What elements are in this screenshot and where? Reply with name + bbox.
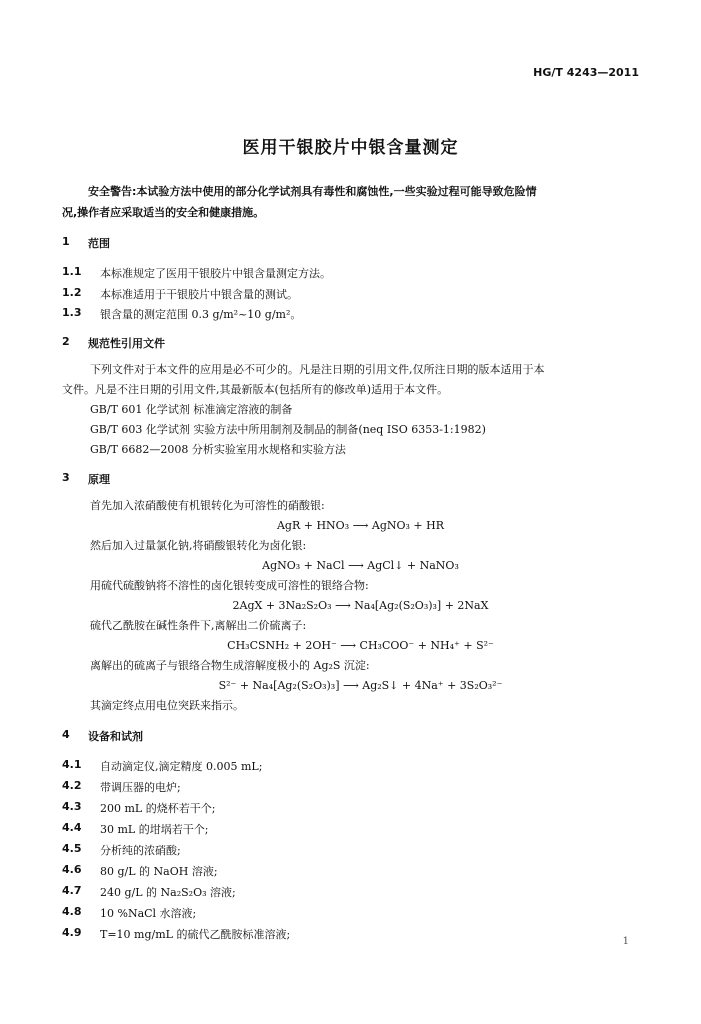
- equipment-item-number: 4.3: [62, 800, 82, 813]
- reference-item: GB/T 6682—2008 分析实验室用水规格和实验方法: [90, 443, 346, 456]
- references-intro-line-1: 下列文件对于本文件的应用是必不可少的。凡是注日期的引用文件,仅所注日期的版本适用于本: [90, 363, 545, 376]
- chemical-equation: 2AgX + 3Na₂S₂O₃ ⟶ Na₄[Ag₂(S₂O₃)₃] + 2NaX: [232, 599, 489, 612]
- reference-item: GB/T 603 化学试剂 实验方法中所用制剂及制品的制备(neq ISO 6353-1:1982): [90, 423, 486, 436]
- equipment-item-number: 4.7: [62, 884, 82, 897]
- scope-item-number: 1.2: [62, 286, 82, 299]
- equipment-item-text: 80 g/L 的 NaOH 溶液;: [100, 865, 218, 878]
- safety-warning-line-2: 况,操作者应采取适当的安全和健康措施。: [62, 206, 265, 219]
- equipment-item-number: 4.1: [62, 758, 82, 771]
- chemical-equation: AgNO₃ + NaCl ⟶ AgCl↓ + NaNO₃: [262, 559, 459, 572]
- section-3-number: 3: [62, 471, 70, 484]
- equipment-item-number: 4.2: [62, 779, 82, 792]
- chemical-equation: CH₃CSNH₂ + 2OH⁻ ⟶ CH₃COO⁻ + NH₄⁺ + S²⁻: [227, 639, 494, 652]
- section-2-number: 2: [62, 335, 70, 348]
- scope-item-number: 1.1: [62, 265, 82, 278]
- section-4-title: 设备和试剂: [88, 730, 143, 743]
- scope-item-number: 1.3: [62, 306, 82, 319]
- equipment-item-text: 带调压器的电炉;: [100, 781, 181, 794]
- principle-text: 用硫代硫酸钠将不溶性的卤化银转变成可溶性的银络合物:: [90, 579, 369, 592]
- equipment-item-text: 30 mL 的坩埚若干个;: [100, 823, 209, 836]
- section-1-title: 范围: [88, 237, 110, 250]
- safety-warning-line-1: 安全警告:本试验方法中使用的部分化学试剂具有毒性和腐蚀性,一些实验过程可能导致危险情: [88, 185, 537, 198]
- section-1-number: 1: [62, 235, 70, 248]
- equipment-item-number: 4.9: [62, 926, 82, 939]
- chemical-equation: S²⁻ + Na₄[Ag₂(S₂O₃)₃] ⟶ Ag₂S↓ + 4Na⁺ + 3S₂O₃²⁻: [218, 679, 503, 692]
- equipment-item-number: 4.6: [62, 863, 82, 876]
- equipment-item-text: T=10 mg/mL 的硫代乙酰胺标准溶液;: [100, 928, 291, 941]
- scope-item-text: 银含量的测定范围 0.3 g/m²~10 g/m²。: [100, 308, 302, 321]
- equipment-item-text: 分析纯的浓硝酸;: [100, 844, 181, 857]
- reference-item: GB/T 601 化学试剂 标准滴定溶液的制备: [90, 403, 293, 416]
- document-title: 医用干银胶片中银含量测定: [242, 138, 459, 158]
- scope-item-text: 本标准规定了医用干银胶片中银含量测定方法。: [100, 267, 331, 280]
- page-number: 1: [622, 936, 629, 947]
- principle-text: 首先加入浓硝酸使有机银转化为可溶性的硝酸银:: [90, 499, 325, 512]
- principle-text: 硫代乙酰胺在碱性条件下,离解出二价硫离子:: [90, 619, 307, 632]
- section-2-title: 规范性引用文件: [88, 337, 165, 350]
- chemical-equation: AgR + HNO₃ ⟶ AgNO₃ + HR: [276, 519, 444, 532]
- equipment-item-number: 4.4: [62, 821, 82, 834]
- principle-text: 离解出的硫离子与银络合物生成溶解度极小的 Ag₂S 沉淀:: [90, 659, 370, 672]
- references-intro-line-2: 文件。凡是不注日期的引用文件,其最新版本(包括所有的修改单)适用于本文件。: [62, 383, 449, 396]
- equipment-item-text: 10 %NaCl 水溶液;: [100, 907, 197, 920]
- section-3-title: 原理: [88, 473, 110, 486]
- section-4-number: 4: [62, 728, 70, 741]
- equipment-item-text: 200 mL 的烧杯若干个;: [100, 802, 216, 815]
- equipment-item-number: 4.5: [62, 842, 82, 855]
- standard-code: HG/T 4243—2011: [533, 66, 639, 79]
- equipment-item-text: 240 g/L 的 Na₂S₂O₃ 溶液;: [100, 886, 236, 899]
- principle-text: 其滴定终点用电位突跃来指示。: [90, 699, 244, 712]
- equipment-item-number: 4.8: [62, 905, 82, 918]
- scope-item-text: 本标准适用于干银胶片中银含量的测试。: [100, 288, 298, 301]
- principle-text: 然后加入过量氯化钠,将硝酸银转化为卤化银:: [90, 539, 307, 552]
- equipment-item-text: 自动滴定仪,滴定精度 0.005 mL;: [100, 760, 263, 773]
